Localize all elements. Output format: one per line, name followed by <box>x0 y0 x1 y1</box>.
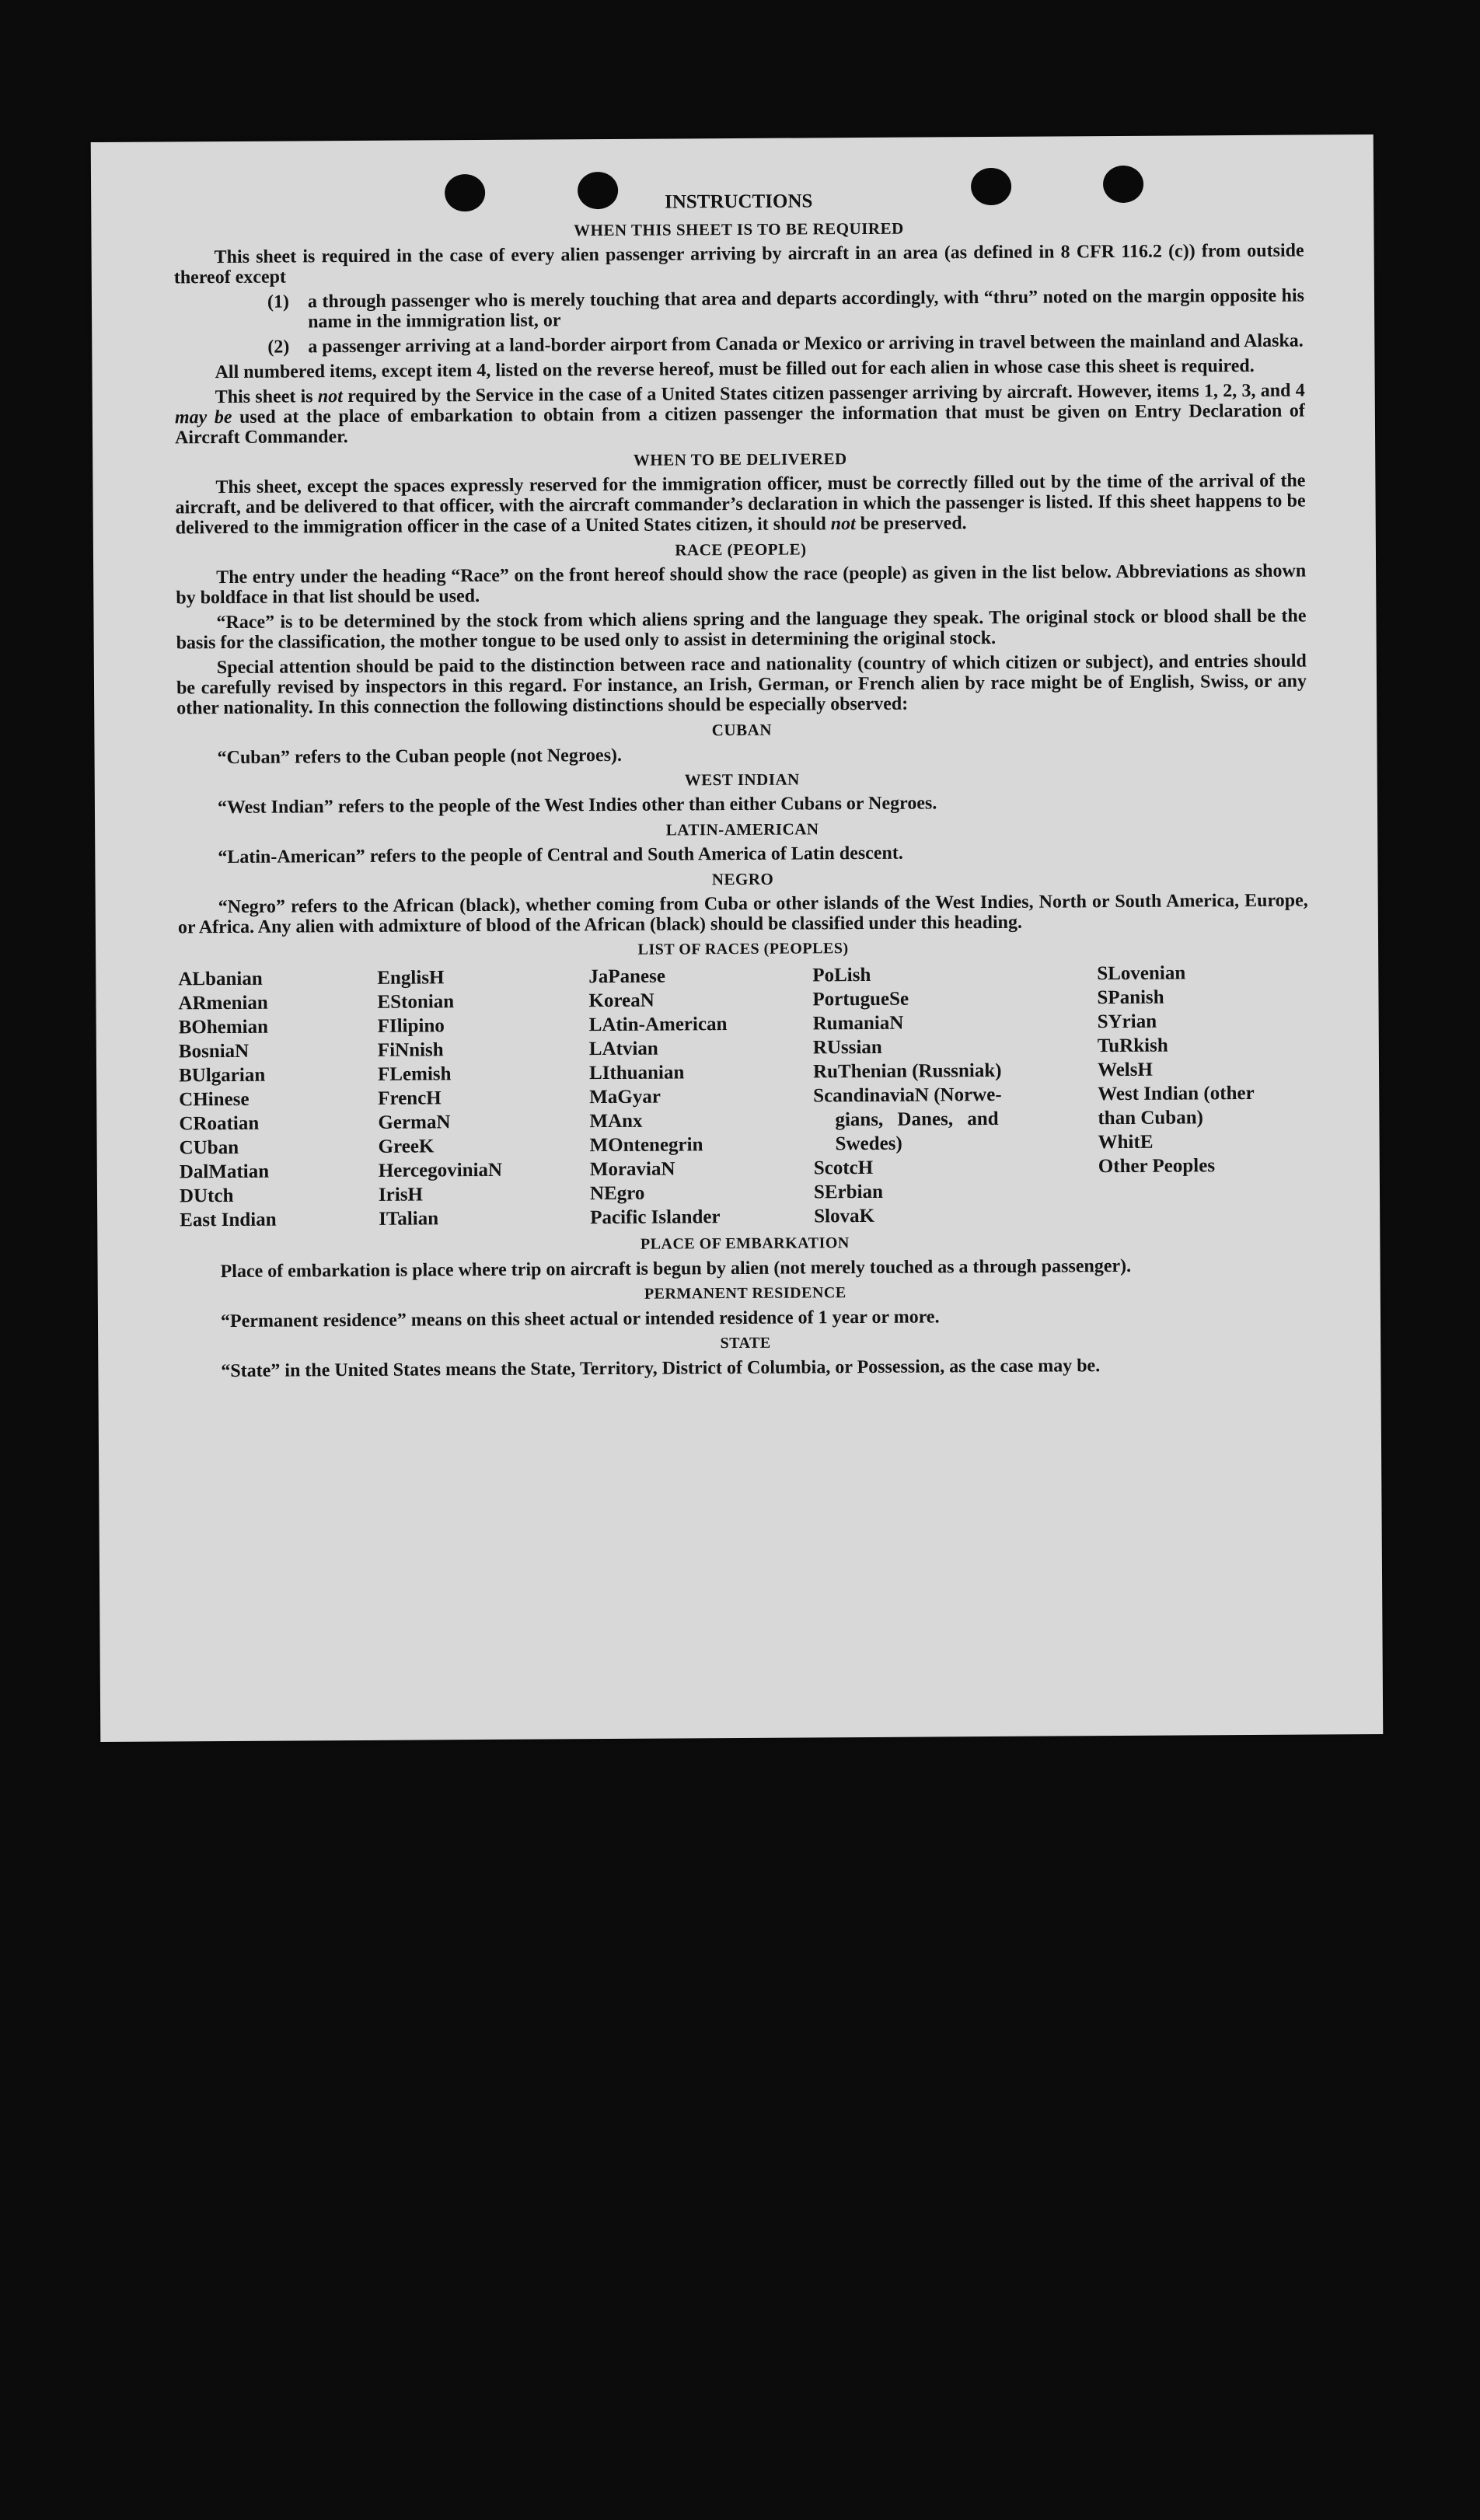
race-entry: gians, Danes, and <box>835 1108 999 1131</box>
delivered-text-2: be preserved. <box>855 513 967 535</box>
race-entry: MoraviaN <box>589 1158 675 1181</box>
race-entry: PortugueSe <box>812 988 909 1010</box>
race-entry: BUlgarian <box>178 1064 266 1087</box>
race-entry: BOhemian <box>178 1016 269 1038</box>
race-entry: RumaniaN <box>812 1012 904 1035</box>
cuban-text: “Cuban” refers to the Cuban people (not Negroes). <box>217 745 623 769</box>
race-entry: TuRkish <box>1097 1035 1168 1057</box>
race-entry: than Cuban) <box>1098 1107 1203 1129</box>
document-content <box>173 188 1311 1387</box>
race-entry: FrencH <box>378 1087 442 1109</box>
state-text: “State” in the United States means the State, Territory, District of Columbia, or Possession, as the case may be. <box>221 1356 1101 1382</box>
when-required-intro: This sheet is required in the case of every alien passenger arriving by aircraft in an area (as defined in 8 CFR 116.2 (c)) from outside thereof except <box>173 240 1304 288</box>
heading-race: RACE (PEOPLE) <box>675 539 807 560</box>
race-entry: SPanish <box>1097 986 1164 1009</box>
race-entry: SlovaK <box>814 1205 875 1227</box>
exception-item-2 <box>174 331 1304 358</box>
race-entry: JaPanese <box>588 965 665 988</box>
race-entry: EnglisH <box>377 967 445 989</box>
race-entry: RUssian <box>812 1036 882 1059</box>
page-title: INSTRUCTIONS <box>664 190 813 213</box>
negro-text: “Negro” refers to the African (black), whether coming from Cuba or other islands of the West Indies, North or South America, Europe, or Africa. Any alien with admixture of blood of the African (black) should be classified under this heading. <box>177 890 1308 938</box>
race-entry: East Indian <box>180 1209 277 1231</box>
item-text: a through passenger who is merely touching that area and departs accordingly, with “thru” noted on the margin opposite his name in the immigration list, or <box>307 285 1305 333</box>
delivered-not-emphasis: not <box>830 514 856 535</box>
race-entry: LAtvian <box>588 1038 658 1060</box>
races-list <box>178 961 1310 1233</box>
heading-latin-american: LATIN-AMERICAN <box>665 819 819 839</box>
race-entry: ARmenian <box>178 992 268 1014</box>
document-sheet <box>91 134 1384 1742</box>
race-entry: FIlipino <box>377 1015 445 1037</box>
race-entry: Swedes) <box>835 1133 902 1155</box>
race-entry: SErbian <box>813 1181 884 1203</box>
heading-west-indian: WEST INDIAN <box>684 770 800 790</box>
heading-list-of-races: LIST OF RACES (PEOPLES) <box>637 940 849 958</box>
race-entry: CHinese <box>179 1088 250 1111</box>
race-entry: MOntenegrin <box>589 1134 703 1157</box>
races-column-1 <box>178 966 379 1233</box>
races-column-3 <box>588 963 814 1230</box>
item-number: (1) <box>267 291 290 312</box>
all-items-paragraph: All numbered items, except item 4, listed on the reverse hereof, must be filled out for each alien in whose case this sheet is required. <box>215 355 1255 383</box>
race-entry: West Indian (other <box>1098 1082 1255 1105</box>
item-number: (2) <box>267 337 290 358</box>
race-entry: WhitE <box>1098 1131 1154 1154</box>
race-entry: CRoatian <box>179 1112 260 1135</box>
race-entry: HercegoviniaN <box>378 1159 503 1181</box>
race-entry: DUtch <box>179 1185 234 1207</box>
permanent-residence-text: “Permanent residence” means on this sheet actual or intended residence of 1 year or more. <box>220 1307 940 1332</box>
heading-when-delivered: WHEN TO BE DELIVERED <box>633 449 847 469</box>
exception-item-1 <box>174 286 1304 333</box>
race-entry: MAnx <box>589 1110 643 1133</box>
place-of-embarkation-text: Place of embarkation is place where trip on aircraft is begun by alien (not merely touched as a through passenger). <box>220 1255 1132 1283</box>
race-entry: ScotcH <box>813 1157 874 1179</box>
citizen-not-emphasis: not <box>317 386 343 407</box>
race-entry: IrisH <box>378 1184 424 1206</box>
citizen-text-3: used at the place of embarkation to obtain from a citizen passenger the information that must be given on Entry Declaration of Aircraft Commander. <box>174 400 1305 449</box>
race-entry: KoreaN <box>588 990 654 1012</box>
race-entry: EStonian <box>377 991 455 1013</box>
citizen-may-be-emphasis: may be <box>174 407 232 428</box>
race-entry: LIthuanian <box>588 1062 685 1084</box>
races-column-4 <box>812 962 1098 1228</box>
race-entry: RuThenian (Russniak) <box>812 1059 1002 1083</box>
west-indian-text: “West Indian” refers to the people of the West Indies other than either Cubans or Negroes. <box>217 793 937 818</box>
race-entry: ALbanian <box>178 968 263 990</box>
race-entry: GermaN <box>378 1112 451 1133</box>
citizen-text-2: required by the Service in the case of a United States citizen passenger arriving by aircraft. However, items 1, 2, 3, and 4 <box>342 380 1305 407</box>
race-entry: GreeK <box>378 1136 435 1157</box>
races-column-5 <box>1097 961 1310 1227</box>
heading-when-required: WHEN THIS SHEET IS TO BE REQUIRED <box>574 218 904 240</box>
race-entry: ScandinaviaN (Norwe- <box>813 1084 1002 1107</box>
race-paragraph-3: Special attention should be paid to the distinction between race and nationality (country of which citizen or subject), and entries should be carefully revised by inspectors in this regard. For instance, an Irish, German, or French alien by race might be of English, Swiss, or any other nationality. In this connection the following distinctions should be especially observed: <box>176 651 1307 719</box>
race-entry: FLemish <box>377 1063 452 1085</box>
races-column-2 <box>377 965 590 1231</box>
heading-cuban: CUBAN <box>711 720 773 740</box>
race-entry: BosniaN <box>178 1040 250 1063</box>
citizen-paragraph <box>175 381 1305 449</box>
race-entry: FiNnish <box>377 1039 444 1061</box>
citizen-text-1: This sheet is <box>215 386 318 408</box>
race-paragraph-1: The entry under the heading “Race” on the front hereof should show the race (people) as given in the list below. Abbreviations as shown by boldface in that list should be used. <box>176 560 1307 609</box>
race-entry: LAtin-American <box>588 1014 728 1036</box>
heading-state: STATE <box>720 1334 771 1352</box>
race-entry: Pacific Islander <box>590 1206 721 1229</box>
race-entry: Other Peoples <box>1098 1155 1216 1178</box>
latin-american-text: “Latin-American” refers to the people of Central and South America of Latin descent. <box>218 843 903 868</box>
when-delivered-paragraph <box>175 471 1305 539</box>
heading-permanent-residence: PERMANENT RESIDENCE <box>644 1284 846 1303</box>
delivered-text-1: This sheet, except the spaces expressly reserved for the immigration officer, must be correctly filled out by the time of the arrival of the aircraft, and be delivered to that officer, with the aircraft commander’s declaration in which the passenger is listed. If this sheet happens to be delivered to the immigration officer in the case of a United States citizen, it should <box>175 470 1306 539</box>
race-entry: DalMatian <box>179 1161 270 1183</box>
race-entry: ITalian <box>379 1208 439 1230</box>
race-entry: SLovenian <box>1097 962 1186 985</box>
item-text: a passenger arriving at a land-border airport from Canada or Mexico or arriving in travel between the mainland and Alaska. <box>308 330 1304 358</box>
race-paragraph-2: “Race” is to be determined by the stock from which aliens spring and the language they speak. The original stock or blood shall be the basis for the classification, the mother tongue to be used only to assist in determining the original stock. <box>176 606 1307 654</box>
race-entry: CUban <box>179 1136 239 1159</box>
race-entry: NEgro <box>589 1182 645 1205</box>
heading-negro: NEGRO <box>711 869 774 889</box>
heading-place-of-embarkation: PLACE OF EMBARKATION <box>640 1234 850 1253</box>
race-entry: SYrian <box>1097 1010 1157 1033</box>
race-entry: MaGyar <box>589 1086 661 1108</box>
race-entry: WelsH <box>1097 1059 1153 1081</box>
race-entry: PoLish <box>812 964 871 986</box>
